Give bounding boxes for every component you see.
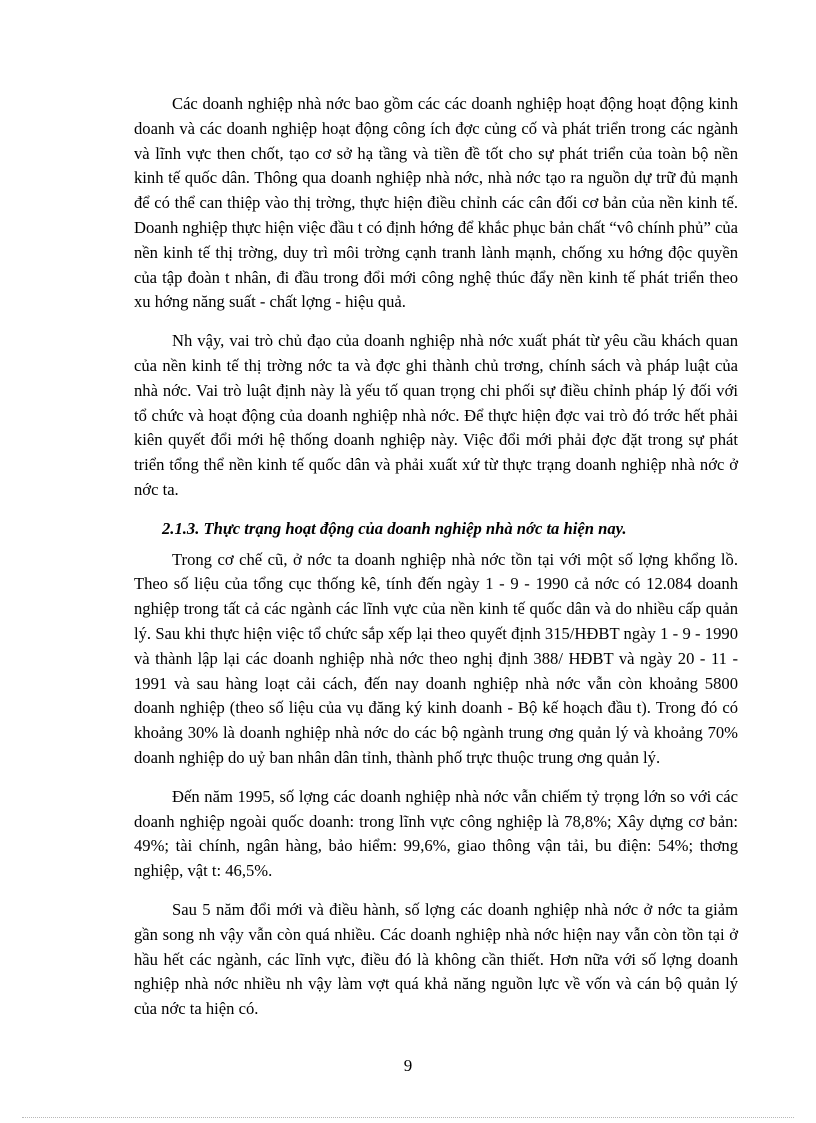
footer-divider	[22, 1117, 794, 1118]
paragraph-old-mechanism: Trong cơ chế cũ, ở nớc ta doanh nghiệp nhà nớc tồn tại với một số lợng khổng lồ. Theo số liệu của tổng cục thống kê, tính đến ngày 1 - 9 - 1990 cả nớc có 12.084 doanh nghiệp trong tất cả các ngành các lĩnh vực của nền kinh tế quốc dân và do nhiều cấp quản lý. Sau khi thực hiện việc tổ chức sắp xếp lại theo quyết định 315/HĐBT ngày 1 - 9 - 1990 và thành lập lại các doanh nghiệp nhà nớc theo nghị định 388/ HĐBT và ngày 20 - 11 - 1991 và sau hàng loạt cải cách, đến nay doanh nghiệp nhà nớc vẫn còn khoảng 5800 doanh nghiệp (theo số liệu của vụ đăng ký kinh doanh - Bộ kế hoạch đầu t). Trong đó có khoảng 30% là doanh nghiệp nhà nớc do các bộ ngành trung ơng quản lý và khoảng 70% doanh nghiệp do uỷ ban nhân dân tỉnh, thành phố trực thuộc trung ơng quản lý.	[134, 549, 738, 767]
document-body	[134, 92, 738, 1036]
paragraph-leading-role: Nh vậy, vai trò chủ đạo của doanh nghiệp nhà nớc xuất phát từ yêu cầu khách quan của nền kinh tế thị trờng nớc ta và đợc ghi thành chủ trơng, chính sách và pháp luật của nhà nớc. Vai trò luật định này là yếu tố quan trọng chi phối sự điều chỉnh pháp lý đối với tổ chức và hoạt động của doanh nghiệp nhà nớc. Để thực hiện đợc vai trò đó trớc hết phải kiên quyết đổi mới hệ thống doanh nghiệp này. Việc đổi mới phải đợc đặt trong sự phát triển tổng thể nền kinh tế quốc dân và phải xuất xứ từ thực trạng doanh nghiệp nhà nớc ở nớc ta.	[134, 331, 738, 499]
paragraph-1995-statistics: Đến năm 1995, số lợng các doanh nghiệp nhà nớc vẫn chiếm tỷ trọng lớn so với các doanh nghiệp ngoài quốc doanh: trong lĩnh vực công nghiệp là 78,8%; Xây dựng cơ bản: 49%; tài chính, ngân hàng, bảo hiểm: 99,6%, giao thông vận tải, bu điện: 54%; thơng nghiệp, vật t: 46,5%.	[134, 786, 738, 881]
section-heading: 2.1.3. Thực trạng hoạt động của doanh nghiệp nhà nớc ta hiện nay.	[162, 518, 627, 538]
page-number: 9	[403, 1056, 413, 1075]
paragraph-after-reform: Sau 5 năm đổi mới và điều hành, số lợng các doanh nghiệp nhà nớc ở nớc ta giảm gần song nh vậy vẫn còn quá nhiều. Các doanh nghiệp nhà nớc hiện nay vẫn còn tồn tại ở hầu hết các ngành, các lĩnh vực, điều đó là không cần thiết. Hơn nữa với số lợng doanh nghiệp nhà nớc nhiều nh vậy làm vợt quá khả năng nguồn lực về vốn và cán bộ quản lý của nớc ta hiện có.	[134, 899, 738, 1019]
paragraph-role-of-soe: Các doanh nghiệp nhà nớc bao gồm các các doanh nghiệp hoạt động hoạt động kinh doanh và các doanh nghiệp hoạt động công ích đợc củng cố và phát triển trong các ngành và lĩnh vực then chốt, tạo cơ sở hạ tầng và tiền đề tốt cho sự phát triển của toàn bộ nền kinh tế quốc dân. Thông qua doanh nghiệp nhà nớc, nhà nớc tạo ra nguồn dự trữ đủ mạnh để có thể can thiệp vào thị trờng, thực hiện điều chỉnh các cân đối cơ bản của nền kinh tế. Doanh nghiệp thực hiện việc đầu t có định hớng để khắc phục bản chất “vô chính phủ” của nền kinh tế thị trờng, duy trì môi trờng cạnh tranh lành mạnh, chống xu hớng độc quyền của tập đoàn t nhân, đi đầu trong đổi mới công nghệ thúc đẩy nền kinh tế phát triển theo xu hớng năng suất - chất lợng - hiệu quả.	[134, 94, 738, 312]
